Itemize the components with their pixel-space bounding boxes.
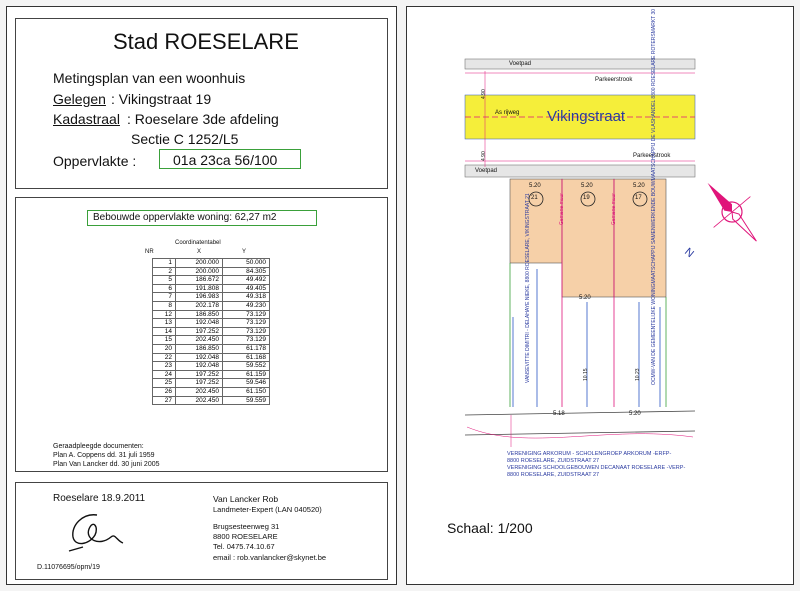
table-row	[153, 336, 270, 345]
reference: D.11076695/opm/19	[37, 564, 100, 571]
table-row	[153, 276, 270, 285]
cell-y: 59.552	[223, 362, 270, 371]
cell-x: 200.000	[176, 259, 223, 268]
cell-nr: 25	[153, 379, 176, 388]
width-label-c: 5.20	[633, 183, 645, 189]
cell-nr: 14	[153, 327, 176, 336]
cell-x: 202.450	[176, 336, 223, 345]
cell-x: 192.048	[176, 362, 223, 371]
cell-x: 192.048	[176, 319, 223, 328]
cell-nr: 7	[153, 293, 176, 302]
bottom-owner-2: VERENIGING SCHOOLGEBOUWEN DECANAAT ROESELARE -VERP-	[507, 465, 686, 471]
gelegen-value: : Vikingstraat 19	[111, 91, 212, 107]
dim-label-left: 4.90	[481, 89, 487, 99]
surveyor-city: 8800 ROESELARE	[213, 532, 278, 541]
surveyor-tel: Tel. 0475.74.10.67	[213, 542, 275, 551]
cell-y: 73.129	[223, 319, 270, 328]
table-row	[153, 293, 270, 302]
table-row	[153, 301, 270, 310]
sectie: Sectie C 1252/L5	[131, 131, 239, 147]
cell-nr: 8	[153, 301, 176, 310]
table-row	[153, 353, 270, 362]
cell-y: 61.159	[223, 370, 270, 379]
width-label-a: 5.20	[529, 183, 541, 189]
depth-label-b: 10.23	[635, 368, 641, 381]
owner-left-label: VANSEVITTE DIMITRI - DELAHAYE NIEKE, 8800 ROESELARE, VIKINGSTRAAT 21	[525, 193, 531, 383]
house-21-number: 21	[531, 195, 538, 201]
docs-title: Geraadpleegde documenten:	[53, 443, 144, 450]
cell-x: 202.450	[176, 387, 223, 396]
table-row	[153, 259, 270, 268]
table-row	[153, 267, 270, 276]
cell-nr: 22	[153, 353, 176, 362]
width-label-b: 5.20	[581, 183, 593, 189]
doc-1: Plan A. Coppens dd. 31 juli 1959	[53, 452, 155, 459]
cell-nr: 27	[153, 396, 176, 405]
table-row	[153, 396, 270, 405]
surveyor-email: email : rob.vanlancker@skynet.be	[213, 553, 327, 562]
width-label-d: 5.20	[579, 295, 591, 301]
dim-label-right: 4.90	[481, 151, 487, 161]
doc-2: Plan Van Lancker dd. 30 juni 2005	[53, 461, 160, 468]
gemene-muur-left: Gemene muur	[559, 193, 565, 225]
cell-x: 186.850	[176, 310, 223, 319]
cell-x: 202.178	[176, 301, 223, 310]
table-head-x: X	[197, 249, 202, 255]
cell-x: 197.252	[176, 370, 223, 379]
cell-x: 197.252	[176, 327, 223, 336]
table-row	[153, 319, 270, 328]
voetpad-top-label: Voetpad	[509, 61, 532, 67]
table-row	[153, 344, 270, 353]
cell-y: 84.305	[223, 267, 270, 276]
cell-nr: 6	[153, 284, 176, 293]
scale-label: Schaal: 1/200	[447, 520, 533, 536]
oppervlakte-label: Oppervlakte :	[53, 153, 137, 169]
cell-nr: 15	[153, 336, 176, 345]
house-17-number: 17	[635, 195, 642, 201]
table-row	[153, 387, 270, 396]
cell-nr: 13	[153, 319, 176, 328]
table-row	[153, 362, 270, 371]
table-head-nr: NR	[145, 249, 154, 255]
coordinate-table	[152, 258, 270, 405]
street-name: Vikingstraat	[547, 108, 626, 125]
cell-y: 49.230	[223, 301, 270, 310]
surveyor-title: Landmeter-Expert (LAN 040520)	[213, 505, 322, 514]
house-19-number: 19	[583, 195, 590, 201]
cell-x: 186.672	[176, 276, 223, 285]
table-title: Coordinatentabel	[175, 240, 221, 246]
cell-y: 59.559	[223, 396, 270, 405]
cell-nr: 12	[153, 310, 176, 319]
voetpad-bottom	[465, 165, 695, 177]
kadastraal-value: : Roeselare 3de afdeling	[127, 111, 279, 127]
cell-x: 192.048	[176, 353, 223, 362]
cell-nr: 24	[153, 370, 176, 379]
cell-nr: 23	[153, 362, 176, 371]
owner-right-label: OCMW-VAN DE GEMEENTELIJKE WONINGMAATSCHAPPIJ SAMENWERKENDE BOUWMAATSCHAPPIJ DE VLASHANDEL 8800 ROESELARE ROTERSMARKT 30	[651, 8, 657, 385]
cell-y: 59.546	[223, 379, 270, 388]
site-plan	[407, 7, 795, 586]
bottom-owner-2b: 8800 ROESELARE, ZUIDSTRAAT 27	[507, 472, 600, 478]
table-head-y: Y	[242, 249, 247, 255]
cell-x: 191.808	[176, 284, 223, 293]
cell-y: 61.168	[223, 353, 270, 362]
signature	[63, 507, 133, 552]
cell-y: 49.318	[223, 293, 270, 302]
cell-x: 196.983	[176, 293, 223, 302]
oppervlakte-value: 01a 23ca 56/100	[173, 152, 278, 168]
table-row	[153, 310, 270, 319]
gelegen-label: Gelegen	[53, 91, 106, 107]
depth-label-a: 10.15	[583, 368, 589, 381]
voetpad-top	[465, 59, 695, 69]
north-label: N	[682, 245, 696, 261]
cell-nr: 1	[153, 259, 176, 268]
cell-nr: 5	[153, 276, 176, 285]
cell-x: 200.000	[176, 267, 223, 276]
north-arrow-icon	[689, 167, 775, 256]
cell-x: 197.252	[176, 379, 223, 388]
cell-y: 73.129	[223, 310, 270, 319]
cell-y: 73.129	[223, 336, 270, 345]
plan-type: Metingsplan van een woonhuis	[53, 70, 246, 86]
cell-nr: 2	[153, 267, 176, 276]
width-label-f: 5.20	[629, 411, 641, 417]
table-row	[153, 284, 270, 293]
parkeerstrook-top-label: Parkeerstrook	[595, 77, 633, 83]
city-title: Stad ROESELARE	[113, 29, 299, 54]
bottom-owner-1: VERENIGING ARKORUM - SCHOLENGROEP ARKORUM -ERFP-	[507, 451, 672, 457]
cell-y: 49.405	[223, 284, 270, 293]
cell-y: 61.178	[223, 344, 270, 353]
surveyor-street: Brugsesteenweg 31	[213, 522, 280, 531]
kadastraal-label: Kadastraal	[53, 111, 120, 127]
surveyor-name: Van Lancker Rob	[213, 494, 279, 504]
place-date: Roeselare 18.9.2011	[53, 493, 146, 504]
parkeerstrook-bottom-label: Parkeerstrook	[633, 153, 671, 159]
cell-nr: 26	[153, 387, 176, 396]
cell-y: 49.492	[223, 276, 270, 285]
cell-nr: 20	[153, 344, 176, 353]
gemene-muur-right: Gemene muur	[611, 193, 617, 225]
bottom-owner-1b: 8800 ROESELARE, ZUIDSTRAAT 27	[507, 458, 600, 464]
voetpad-bottom-label: Voetpad	[475, 168, 498, 174]
cell-y: 61.150	[223, 387, 270, 396]
bebouwd-text: Bebouwde oppervlakte woning: 62,27 m2	[93, 212, 277, 223]
cell-x: 186.850	[176, 344, 223, 353]
table-row	[153, 327, 270, 336]
left-sheet	[6, 6, 397, 585]
right-sheet	[406, 6, 794, 585]
table-row	[153, 379, 270, 388]
as-rijweg-label: As rijweg	[495, 110, 520, 116]
cell-x: 202.450	[176, 396, 223, 405]
width-label-e: 5.18	[553, 411, 565, 417]
cell-y: 50.000	[223, 259, 270, 268]
cell-y: 73.129	[223, 327, 270, 336]
table-row	[153, 370, 270, 379]
